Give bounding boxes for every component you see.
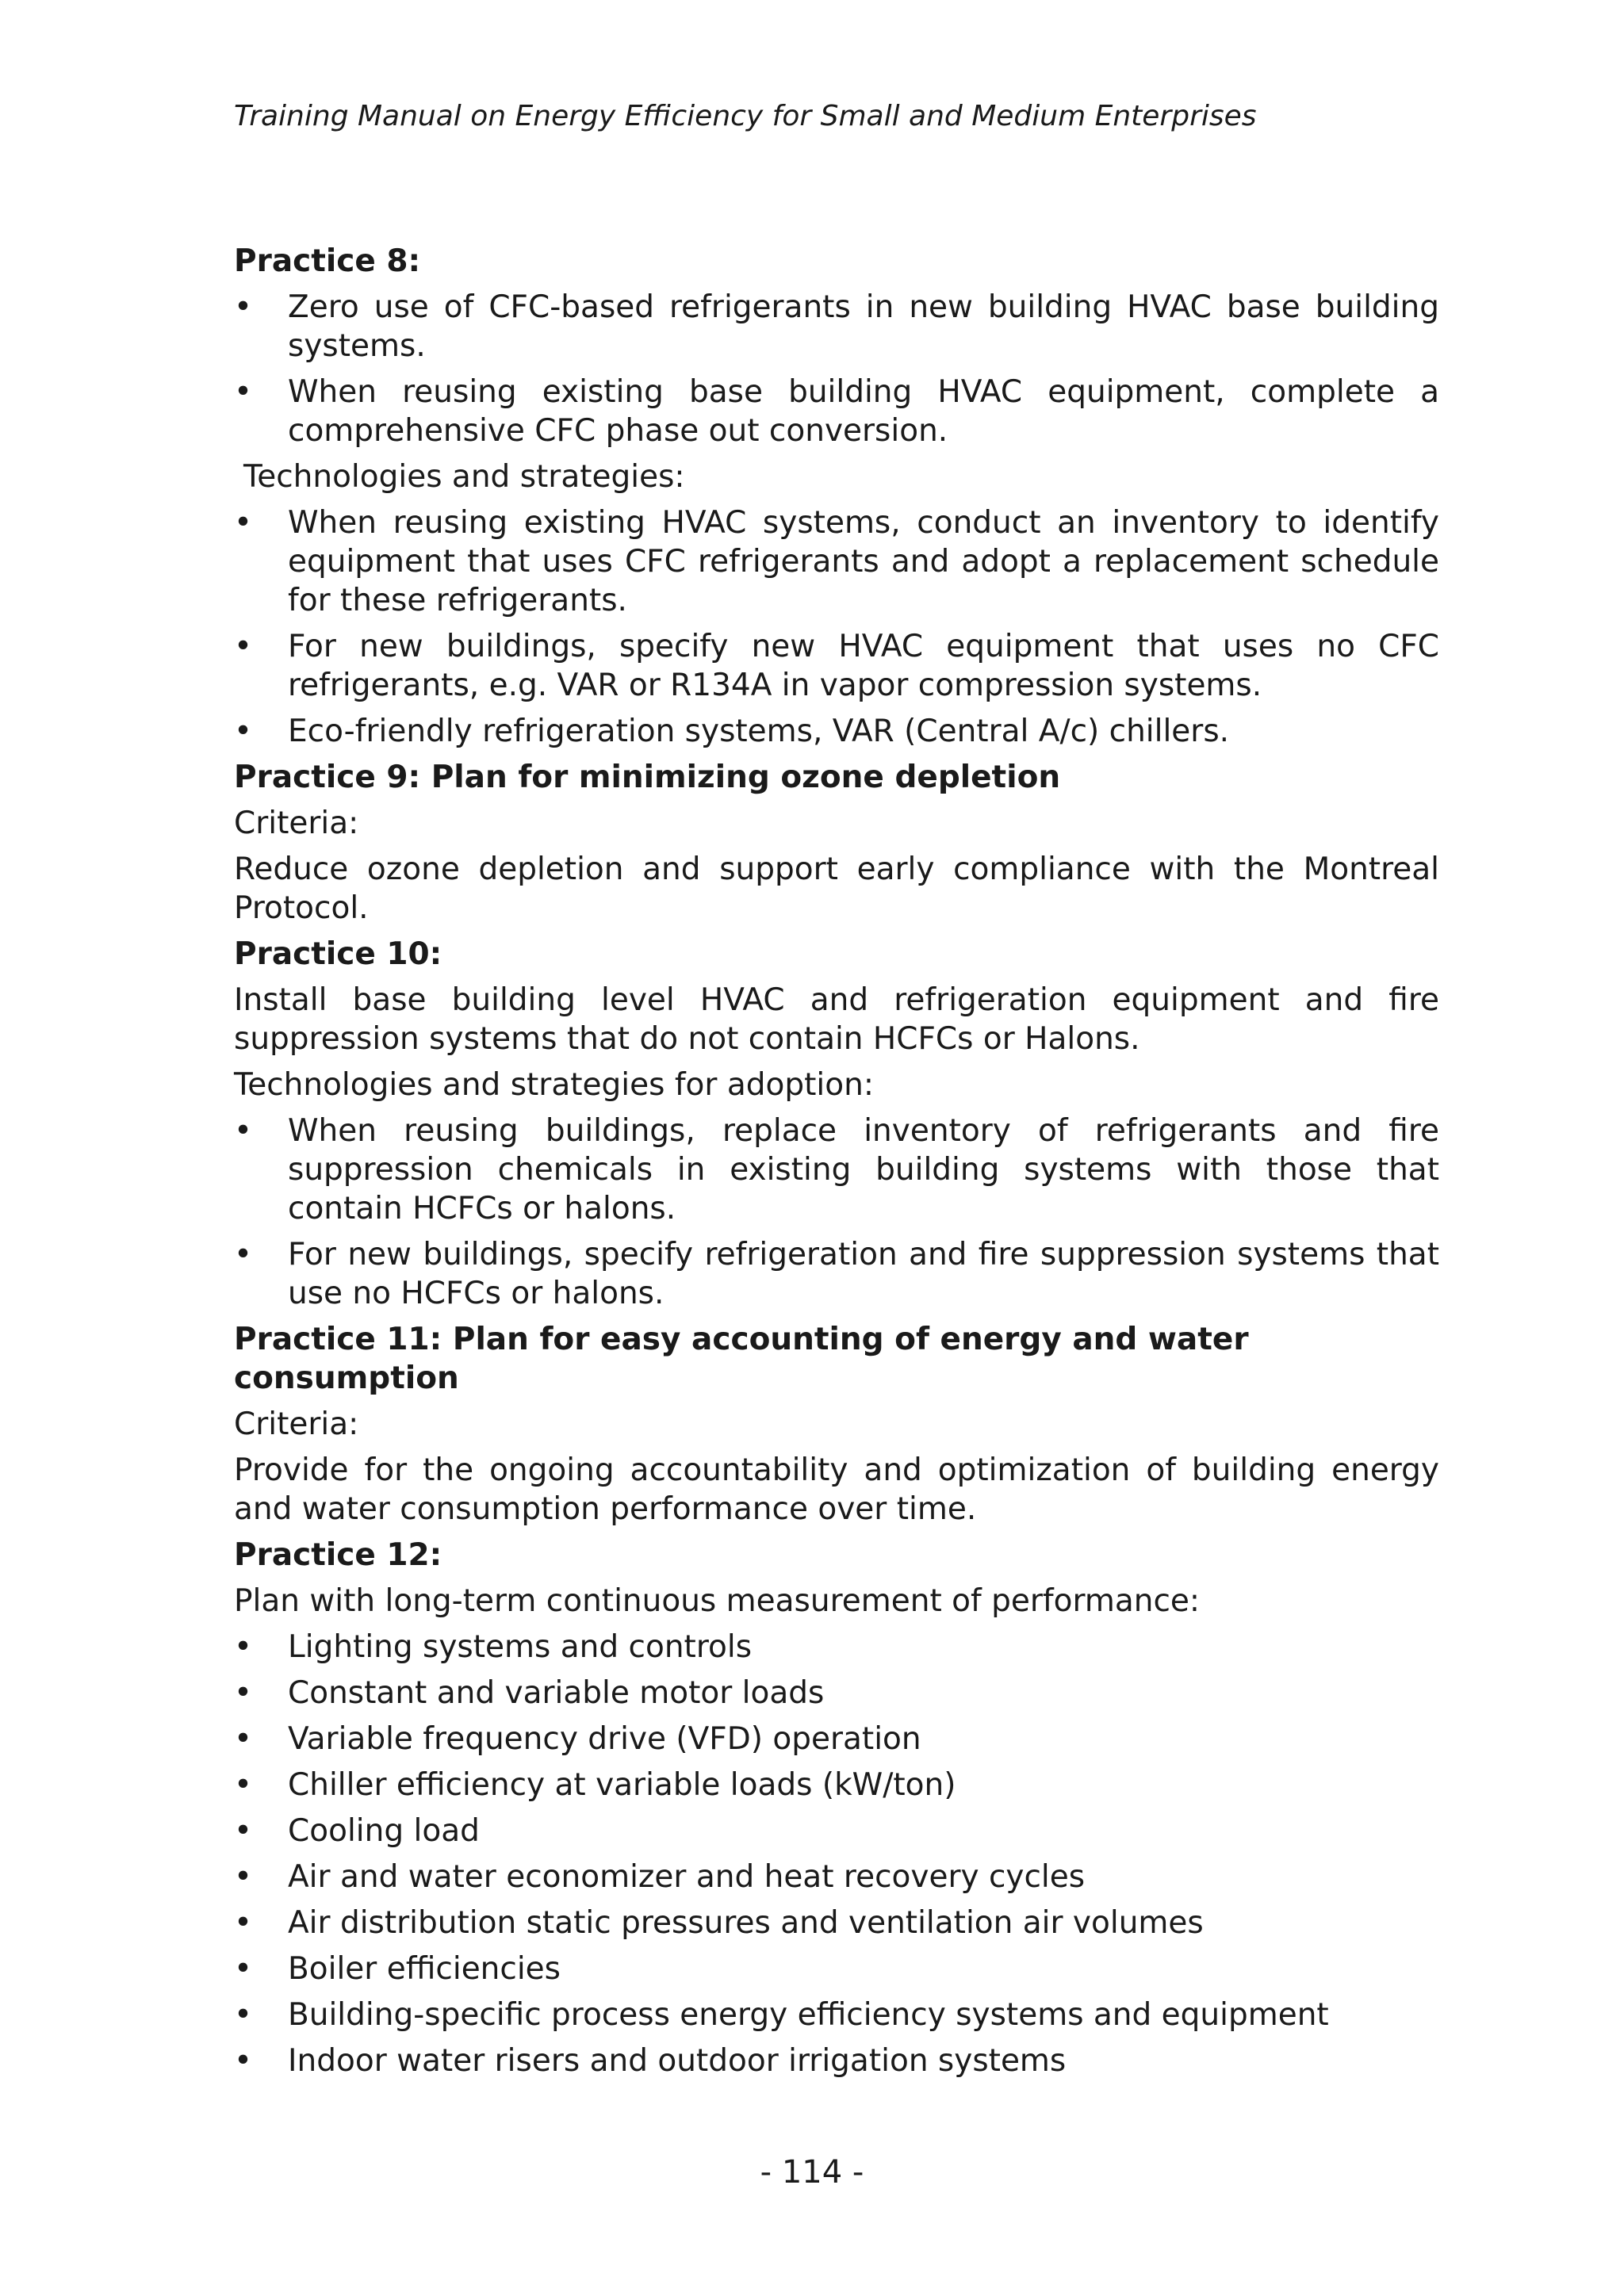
list-item xyxy=(234,1674,1439,1712)
list-item-text: For new buildings, specify new HVAC equipment that uses no CFC refrigerants, e.g. VAR or R134A in vapor compression systems. xyxy=(288,629,1439,703)
list-item-text: When reusing existing HVAC systems, conduct an inventory to identify equipment that uses CFC refrigerants and adopt a replacement schedule for these refrigerants. xyxy=(288,505,1439,618)
list-item xyxy=(234,373,1439,450)
bullet-glyph: • xyxy=(234,1951,253,1987)
bullet-glyph: • xyxy=(234,289,253,325)
list-item-text: Boiler efficiencies xyxy=(288,1951,561,1987)
practice-12-bullets xyxy=(234,1628,1439,2080)
list-item xyxy=(234,1904,1439,1942)
list-item-text: When reusing buildings, replace inventory of refrigerants and fire suppression chemicals in existing building systems with those that contain HCFCs or halons. xyxy=(288,1113,1439,1226)
practice-10-tech-label: Technologies and strategies for adoption: xyxy=(234,1067,874,1103)
bullet-glyph: • xyxy=(234,2043,253,2079)
list-item-text: Cooling load xyxy=(288,1813,480,1849)
bullet-glyph: • xyxy=(234,374,253,410)
list-item xyxy=(234,627,1439,705)
bullet-glyph: • xyxy=(234,505,253,541)
list-item-text: Lighting systems and controls xyxy=(288,1629,753,1665)
list-item xyxy=(234,503,1439,620)
page-number: - 114 - xyxy=(760,2154,864,2191)
list-item-text: Zero use of CFC-based refrigerants in new building HVAC base building systems. xyxy=(288,289,1439,364)
practice-11-heading: Practice 11: Plan for easy accounting of energy and water consumption xyxy=(234,1322,1249,1396)
practice-10-heading: Practice 10: xyxy=(234,936,442,972)
bullet-glyph: • xyxy=(234,1113,253,1149)
practice-8-tech-bullets xyxy=(234,503,1439,751)
page-content xyxy=(234,242,1439,2087)
bullet-glyph: • xyxy=(234,1629,253,1665)
list-item-text: Chiller efficiency at variable loads (kW/ton) xyxy=(288,1767,956,1803)
bullet-glyph: • xyxy=(234,1767,253,1803)
list-item xyxy=(234,1858,1439,1896)
list-item-text: Variable frequency drive (VFD) operation xyxy=(288,1721,921,1757)
list-item-text: For new buildings, specify refrigeration and fire suppression systems that use no HCFCs or halons. xyxy=(288,1237,1439,1311)
practice-10-tech-bullets xyxy=(234,1112,1439,1313)
bullet-glyph: • xyxy=(234,714,253,749)
list-item xyxy=(234,712,1439,751)
list-item xyxy=(234,1996,1439,2034)
list-item xyxy=(234,1950,1439,1988)
bullet-glyph: • xyxy=(234,1675,253,1711)
bullet-glyph: • xyxy=(234,629,253,664)
practice-12-intro: Plan with long-term continuous measurement of performance: xyxy=(234,1583,1201,1619)
list-item xyxy=(234,2042,1439,2080)
practice-9-heading: Practice 9: Plan for minimizing ozone depletion xyxy=(234,760,1061,795)
list-item xyxy=(234,1628,1439,1667)
list-item xyxy=(234,288,1439,365)
practice-10-text: Install base building level HVAC and refrigeration equipment and fire suppression systems that do not contain HCFCs or Halons. xyxy=(234,982,1439,1057)
practice-9-criteria-label: Criteria: xyxy=(234,806,359,841)
list-item xyxy=(234,1235,1439,1313)
practice-8-heading: Practice 8: xyxy=(234,243,421,279)
list-item xyxy=(234,1766,1439,1804)
list-item-text: Air and water economizer and heat recovery cycles xyxy=(288,1859,1086,1895)
practice-8-tech-label: Technologies and strategies: xyxy=(243,459,685,495)
list-item-text: Air distribution static pressures and ventilation air volumes xyxy=(288,1905,1204,1941)
bullet-glyph: • xyxy=(234,1859,253,1895)
list-item xyxy=(234,1112,1439,1228)
running-header: Training Manual on Energy Efficiency for Small and Medium Enterprises xyxy=(234,100,1257,132)
bullet-glyph: • xyxy=(234,1905,253,1941)
list-item-text: Indoor water risers and outdoor irrigation systems xyxy=(288,2043,1067,2079)
list-item-text: Building-specific process energy efficiency systems and equipment xyxy=(288,1997,1329,2033)
practice-12-heading: Practice 12: xyxy=(234,1537,442,1573)
practice-11-criteria-text: Provide for the ongoing accountability and optimization of building energy and water consumption performance over time. xyxy=(234,1452,1439,1527)
list-item-text: When reusing existing base building HVAC equipment, complete a comprehensive CFC phase out conversion. xyxy=(288,374,1439,449)
bullet-glyph: • xyxy=(234,1721,253,1757)
list-item xyxy=(234,1812,1439,1850)
list-item-text: Eco-friendly refrigeration systems, VAR (Central A/c) chillers. xyxy=(288,714,1230,749)
bullet-glyph: • xyxy=(234,1813,253,1849)
practice-9-criteria-text: Reduce ozone depletion and support early compliance with the Montreal Protocol. xyxy=(234,851,1439,926)
bullet-glyph: • xyxy=(234,1237,253,1272)
list-item xyxy=(234,1720,1439,1758)
practice-11-criteria-label: Criteria: xyxy=(234,1406,359,1442)
practice-8-bullets xyxy=(234,288,1439,450)
bullet-glyph: • xyxy=(234,1997,253,2033)
list-item-text: Constant and variable motor loads xyxy=(288,1675,825,1711)
